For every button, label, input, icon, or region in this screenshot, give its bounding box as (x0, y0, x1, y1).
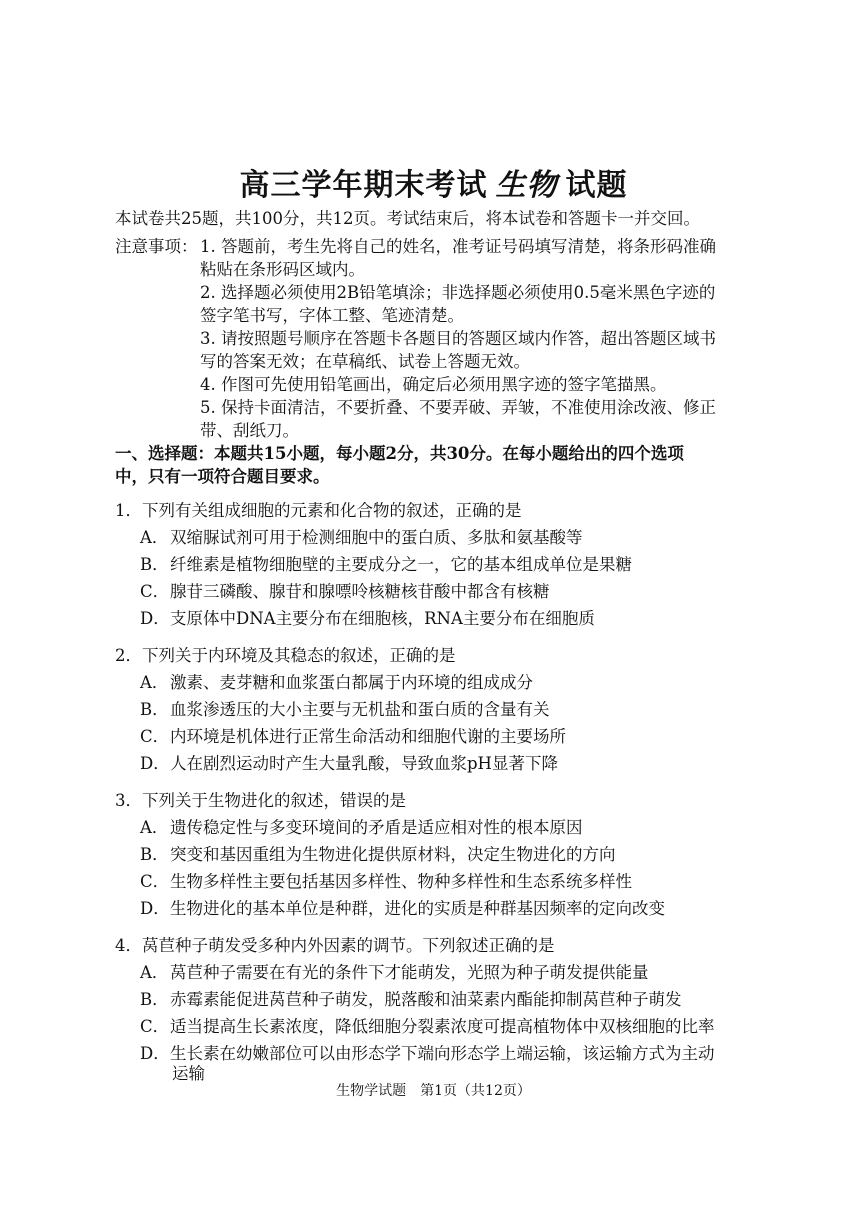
option-text: 人在剧烈运动时产生大量乳酸，导致血浆pH显著下降 (170, 754, 558, 773)
section-heading: 一、选择题：本题共15小题，每小题2分，共30分。在每小题给出的四个选项 (115, 444, 684, 463)
note-line: 粘贴在条形码区域内。 (200, 260, 365, 279)
option-text: 内环境是机体进行正常生命活动和细胞代谢的主要场所 (170, 727, 566, 746)
note-line: 4. 作图可先使用铅笔画出，确定后必须用黑字迹的签字笔描黑。 (200, 375, 667, 394)
page-footer: 生物学试题 第1页（共12页） (336, 1083, 531, 1099)
option-d-continuation: 运输 (172, 1064, 205, 1083)
option-c (140, 868, 632, 892)
option-letter: B． (140, 700, 169, 719)
option-letter: C． (140, 872, 170, 891)
option-text: 血浆渗透压的大小主要与无机盐和蛋白质的含量有关 (170, 700, 550, 719)
option-c (140, 578, 550, 602)
option-a (140, 959, 649, 983)
option-text: 莴苣种子需要在有光的条件下才能萌发，光照为种子萌发提供能量 (170, 963, 649, 982)
question-stem: 2．下列关于内环境及其稳态的叙述，正确的是 (115, 646, 456, 665)
note-line: 5. 保持卡面清洁，不要折叠、不要弄破、弄皱，不准使用涂改液、修正 (200, 398, 716, 417)
option-b (140, 551, 632, 575)
option-letter: B． (140, 990, 169, 1009)
option-letter: D． (140, 1044, 170, 1063)
title-prefix: 高三学年期末考试 (239, 168, 488, 203)
option-c (140, 1013, 715, 1037)
note-line: 带、刮纸刀。 (200, 421, 299, 440)
option-b (140, 696, 550, 720)
option-text: 腺苷三磷酸、腺苷和腺嘌呤核糖核苷酸中都含有核糖 (170, 582, 550, 601)
option-a (140, 524, 583, 548)
question-stem: 4．莴苣种子萌发受多种内外因素的调节。下列叙述正确的是 (115, 936, 555, 955)
option-text: 遗传稳定性与多变环境间的矛盾是适应相对性的根本原因 (170, 818, 583, 837)
option-letter: B． (140, 845, 169, 864)
section-heading-cont: 中，只有一项符合题目要求。 (115, 467, 330, 486)
title-suffix: 试题 (565, 168, 628, 203)
question-stem: 1．下列有关组成细胞的元素和化合物的叙述，正确的是 (115, 501, 522, 520)
option-a (140, 814, 583, 838)
option-text: 激素、麦芽糖和血浆蛋白都属于内环境的组成成分 (170, 673, 533, 692)
option-letter: A． (140, 673, 169, 692)
option-letter: D． (140, 609, 170, 628)
question-stem: 3．下列关于生物进化的叙述，错误的是 (115, 791, 406, 810)
option-letter: B． (140, 555, 169, 574)
option-a (140, 669, 533, 693)
page-title (0, 160, 867, 204)
option-letter: A． (140, 818, 169, 837)
option-text: 双缩脲试剂可用于检测细胞中的蛋白质、多肽和氨基酸等 (170, 528, 583, 547)
option-letter: A． (140, 963, 169, 982)
option-d (140, 1040, 715, 1064)
option-letter: D． (140, 899, 170, 918)
option-text: 生长素在幼嫩部位可以由形态学下端向形态学上端运输，该运输方式为主动 (170, 1044, 715, 1063)
option-text: 纤维素是植物细胞壁的主要成分之一，它的基本组成单位是果糖 (170, 555, 632, 574)
option-text: 适当提高生长素浓度，降低细胞分裂素浓度可提高植物体中双核细胞的比率 (170, 1017, 715, 1036)
option-text: 生物进化的基本单位是种群，进化的实质是种群基因频率的定向改变 (170, 899, 665, 918)
option-b (140, 841, 616, 865)
option-b (140, 986, 682, 1010)
option-text: 生物多样性主要包括基因多样性、物种多样性和生态系统多样性 (170, 872, 632, 891)
option-text: 突变和基因重组为生物进化提供原材料，决定生物进化的方向 (170, 845, 616, 864)
exam-intro: 本试卷共25题，共100分，共12页。考试结束后，将本试卷和答题卡一并交回。 (115, 209, 700, 228)
note-line: 3. 请按照题号顺序在答题卡各题目的答题区域内作答，超出答题区域书 (200, 329, 716, 348)
option-letter: C． (140, 1017, 170, 1036)
option-letter: C． (140, 727, 170, 746)
option-d (140, 750, 558, 774)
option-c (140, 723, 566, 747)
note-line: 写的答案无效；在草稿纸、试卷上答题无效。 (200, 352, 530, 371)
option-letter: A． (140, 528, 169, 547)
option-letter: C． (140, 582, 170, 601)
note-line: 签字笔书写，字体工整、笔迹清楚。 (200, 306, 464, 325)
notes-label: 注意事项： (115, 237, 198, 256)
option-letter: D． (140, 754, 170, 773)
option-text: 支原体中DNA主要分布在细胞核，RNA主要分布在细胞质 (170, 609, 595, 628)
option-d (140, 895, 665, 919)
note-line: 2. 选择题必须使用2B铅笔填涂；非选择题必须使用0.5毫米黑色字迹的 (200, 283, 716, 302)
title-subject: 生物 (495, 168, 558, 203)
option-d (140, 605, 595, 629)
option-text: 赤霉素能促进莴苣种子萌发，脱落酸和油菜素内酯能抑制莴苣种子萌发 (170, 990, 682, 1009)
note-line: 1. 答题前，考生先将自己的姓名，准考证号码填写清楚，将条形码准确 (200, 237, 716, 256)
